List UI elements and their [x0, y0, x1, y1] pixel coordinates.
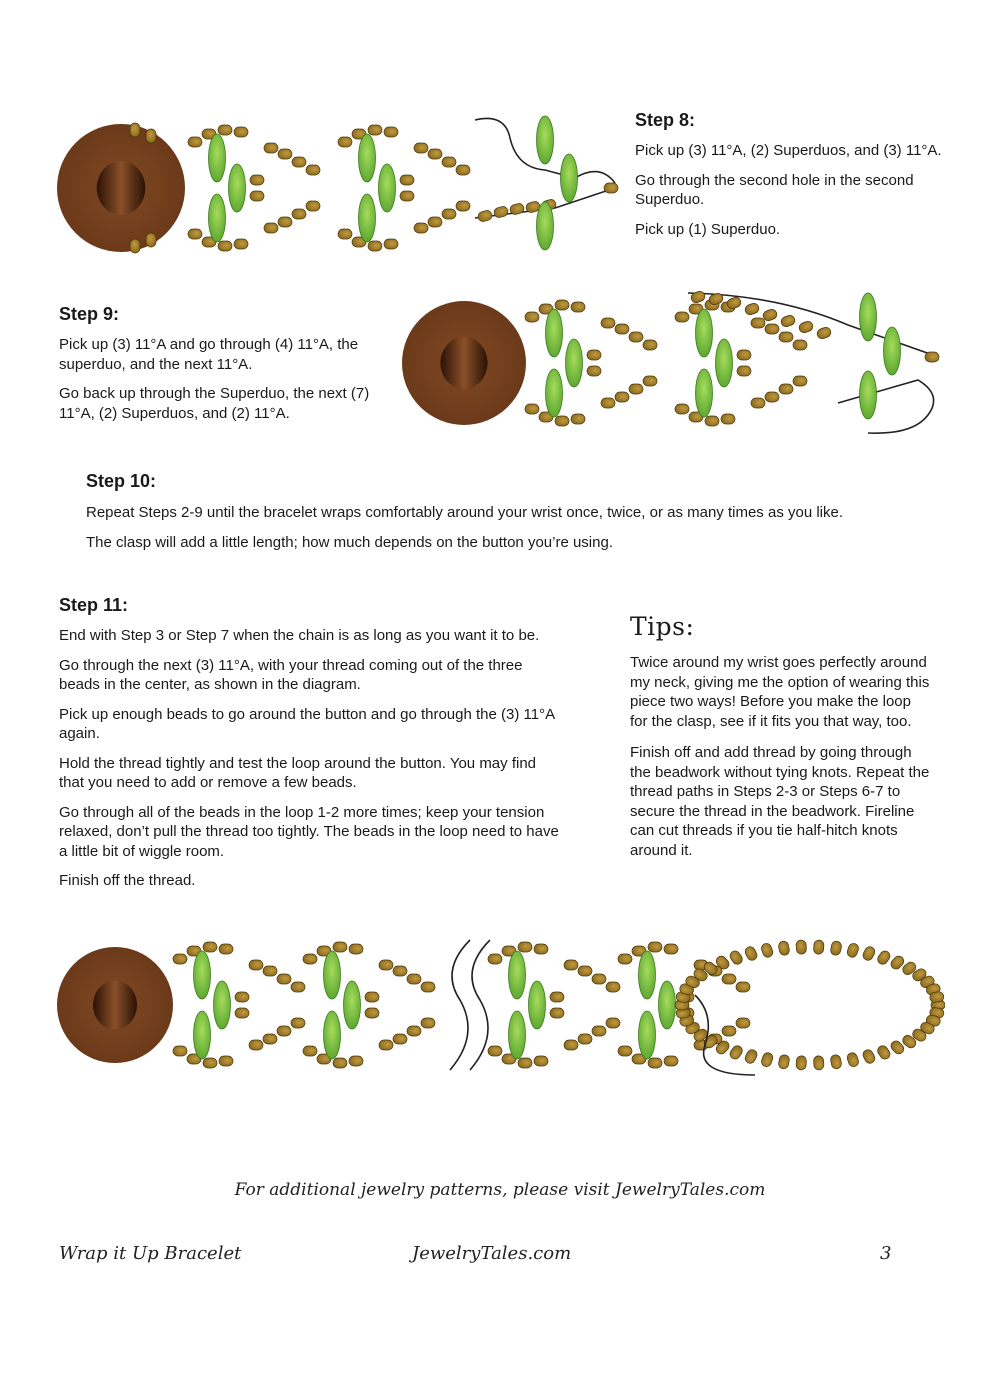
- seed-bead: [525, 404, 539, 414]
- seed-bead: [615, 324, 629, 334]
- seed-bead: [550, 992, 564, 1002]
- seed-bead: [816, 326, 833, 340]
- seed-bead: [414, 143, 428, 153]
- seed-bead: [751, 318, 765, 328]
- seed-bead: [555, 300, 569, 310]
- seed-bead: [846, 942, 860, 959]
- seed-bead: [876, 949, 892, 966]
- seed-bead: [393, 966, 407, 976]
- seed-bead: [277, 1026, 291, 1036]
- seed-bead: [743, 945, 758, 962]
- step8-para-3: Pick up (1) Superduo.: [635, 220, 781, 238]
- step9-diagram: [398, 285, 948, 440]
- thread-line: [838, 380, 934, 433]
- seed-bead: [203, 1058, 217, 1068]
- superduo-bead: [529, 981, 546, 1029]
- seed-bead: [384, 127, 398, 137]
- step9-para-2: Go back up through the Superduo, the next (7) 11°A, (2) Superduos, and (2) 11°A.: [59, 385, 370, 422]
- seed-bead: [578, 1034, 592, 1044]
- step11-title: Step 11:: [59, 595, 129, 615]
- step11-diagram: [55, 935, 945, 1085]
- thread-line: [450, 940, 470, 1070]
- superduo-bead: [537, 202, 554, 250]
- seed-bead: [130, 239, 140, 253]
- seed-bead: [534, 944, 548, 954]
- seed-bead: [798, 320, 815, 334]
- seed-bead: [379, 1040, 393, 1050]
- seed-bead: [400, 175, 414, 185]
- superduo-bead: [194, 951, 211, 999]
- seed-bead: [400, 191, 414, 201]
- superduo-bead: [639, 1011, 656, 1059]
- seed-bead: [421, 982, 435, 992]
- seed-bead: [456, 165, 470, 175]
- seed-bead: [664, 944, 678, 954]
- seed-bead: [146, 129, 156, 143]
- seed-bead: [368, 125, 382, 135]
- thread-line: [470, 940, 490, 1070]
- superduo-bead: [696, 309, 713, 357]
- seed-bead: [488, 1046, 502, 1056]
- seed-bead: [218, 125, 232, 135]
- seed-bead: [249, 1040, 263, 1050]
- seed-bead: [303, 1046, 317, 1056]
- seed-bead: [722, 974, 736, 984]
- seed-bead: [751, 398, 765, 408]
- seed-bead: [578, 966, 592, 976]
- seed-bead: [263, 966, 277, 976]
- seed-bead: [235, 992, 249, 1002]
- superduo-bead: [546, 369, 563, 417]
- seed-bead: [648, 942, 662, 952]
- seed-bead: [235, 1008, 249, 1018]
- step8-para-1: Pick up (3) 11°A, (2) Superduos, and (3) 11°A.: [635, 142, 942, 159]
- seed-bead: [278, 217, 292, 227]
- tips-para-1: Twice around my wrist goes perfectly around my neck, giving me the option of wearing this piece two ways! Before you make the loop for the clasp, see if it fits you that way, too.: [630, 654, 930, 730]
- seed-bead: [760, 1051, 774, 1068]
- step10-title: Step 10:: [86, 471, 157, 491]
- step11-para-1: End with Step 3 or Step 7 when the chain is as long as you want it to be.: [59, 627, 540, 644]
- superduo-bead: [537, 116, 554, 164]
- seed-bead: [796, 940, 807, 955]
- seed-bead: [592, 974, 606, 984]
- superduo-bead: [884, 327, 901, 375]
- seed-bead: [263, 1034, 277, 1044]
- seed-bead: [291, 982, 305, 992]
- superduo-bead: [639, 951, 656, 999]
- seed-bead: [736, 982, 750, 992]
- seed-bead: [571, 414, 585, 424]
- seed-bead: [780, 314, 797, 328]
- seed-bead: [629, 384, 643, 394]
- seed-bead: [743, 1048, 758, 1065]
- seed-bead: [368, 241, 382, 251]
- seed-bead: [690, 290, 707, 304]
- seed-bead: [407, 1026, 421, 1036]
- seed-bead: [292, 157, 306, 167]
- seed-bead: [488, 954, 502, 964]
- seed-bead: [778, 940, 791, 956]
- seed-bead: [779, 332, 793, 342]
- seed-bead: [525, 312, 539, 322]
- seed-bead: [306, 201, 320, 211]
- step11-para-2: Go through the next (3) 11°A, with your thread coming out of the three beads in the center, as shown in the diagram.: [59, 656, 523, 693]
- seed-bead: [333, 1058, 347, 1068]
- seed-bead: [861, 1048, 876, 1065]
- superduo-bead: [561, 154, 578, 202]
- seed-bead: [601, 318, 615, 328]
- tips-para-2: Finish off and add thread by going through the beadwork without tying knots. Repeat the thread paths in Steps 2-3 or Steps 6-7 to secure the thread in the beadwork. Fireline can cut threads if you tie half-hitch knots around it.: [630, 744, 930, 859]
- step9-title: Step 9:: [59, 304, 120, 324]
- seed-bead: [173, 1046, 187, 1056]
- seed-bead: [219, 1056, 233, 1066]
- additional-patterns-link[interactable]: For additional jewelry patterns, please visit JewelryTales.com: [234, 1180, 766, 1200]
- step9-section: [59, 304, 394, 423]
- seed-bead: [338, 137, 352, 147]
- seed-bead: [407, 974, 421, 984]
- seed-bead: [550, 1008, 564, 1018]
- seed-bead: [188, 229, 202, 239]
- superduo-bead: [860, 293, 877, 341]
- superduo-bead: [696, 369, 713, 417]
- seed-bead: [643, 376, 657, 386]
- seed-bead: [765, 392, 779, 402]
- step10-para-1: Repeat Steps 2-9 until the bracelet wraps comfortably around your wrist once, twice, or as many times as you like.: [86, 504, 844, 521]
- superduo-bead: [359, 194, 376, 242]
- step10-para-2: The clasp will add a little length; how much depends on the button you’re using.: [86, 533, 613, 551]
- seed-bead: [737, 350, 751, 360]
- superduo-bead: [659, 981, 676, 1029]
- seed-bead: [925, 352, 939, 362]
- superduo-bead: [229, 164, 246, 212]
- seed-bead: [219, 944, 233, 954]
- step11-para-4: Hold the thread tightly and test the loop around the button. You may find that you need to add or remove a few beads.: [59, 754, 537, 791]
- superduo-bead: [214, 981, 231, 1029]
- superduo-bead: [546, 309, 563, 357]
- seed-bead: [250, 191, 264, 201]
- seed-bead: [414, 223, 428, 233]
- seed-bead: [146, 233, 156, 247]
- seed-bead: [218, 241, 232, 251]
- seed-bead: [587, 350, 601, 360]
- seed-bead: [606, 1018, 620, 1028]
- seed-bead: [830, 1054, 843, 1070]
- seed-bead: [365, 1008, 379, 1018]
- seed-bead: [728, 949, 744, 966]
- seed-bead: [188, 137, 202, 147]
- seed-bead: [173, 954, 187, 964]
- seed-bead: [571, 302, 585, 312]
- tips-section: [630, 612, 930, 860]
- seed-bead: [555, 416, 569, 426]
- seed-bead: [736, 1018, 750, 1028]
- seed-bead: [861, 945, 876, 962]
- seed-bead: [606, 982, 620, 992]
- seed-bead: [349, 944, 363, 954]
- seed-bead: [442, 157, 456, 167]
- seed-bead: [601, 398, 615, 408]
- seed-bead: [618, 1046, 632, 1056]
- seed-bead: [493, 205, 509, 218]
- seed-bead: [587, 366, 601, 376]
- page-number: 3: [880, 1243, 892, 1264]
- seed-bead: [675, 312, 689, 322]
- seed-bead: [534, 1056, 548, 1066]
- superduo-bead: [509, 1011, 526, 1059]
- seed-bead: [643, 340, 657, 350]
- seed-bead: [250, 175, 264, 185]
- superduo-bead: [359, 134, 376, 182]
- seed-bead: [721, 414, 735, 424]
- seed-bead: [428, 217, 442, 227]
- seed-bead: [760, 942, 774, 959]
- superduo-bead: [209, 134, 226, 182]
- seed-bead: [338, 229, 352, 239]
- superduo-bead: [716, 339, 733, 387]
- seed-bead: [234, 239, 248, 249]
- seed-bead: [765, 324, 779, 334]
- superduo-bead: [860, 371, 877, 419]
- seed-bead: [813, 940, 824, 955]
- seed-bead: [249, 960, 263, 970]
- seed-bead: [333, 942, 347, 952]
- footer-site[interactable]: JewelryTales.com: [412, 1243, 572, 1264]
- seed-bead: [456, 201, 470, 211]
- seed-bead: [796, 1056, 807, 1071]
- seed-bead: [846, 1051, 860, 1068]
- seed-bead: [518, 1058, 532, 1068]
- seed-bead: [778, 1054, 791, 1070]
- seed-bead: [779, 384, 793, 394]
- step8-title: Step 8:: [635, 110, 696, 130]
- seed-bead: [477, 209, 493, 222]
- seed-bead: [203, 942, 217, 952]
- seed-bead: [793, 376, 807, 386]
- seed-bead: [292, 209, 306, 219]
- seed-bead: [737, 366, 751, 376]
- superduo-bead: [194, 1011, 211, 1059]
- superduo-bead: [509, 951, 526, 999]
- superduo-bead: [379, 164, 396, 212]
- seed-bead: [604, 183, 618, 193]
- superduo-bead: [344, 981, 361, 1029]
- seed-bead: [442, 209, 456, 219]
- seed-bead: [278, 149, 292, 159]
- seed-bead: [264, 143, 278, 153]
- superduo-bead: [324, 951, 341, 999]
- step8-section: [635, 110, 955, 239]
- superduo-bead: [209, 194, 226, 242]
- button-hole: [97, 161, 146, 215]
- seed-bead: [615, 392, 629, 402]
- seed-bead: [705, 416, 719, 426]
- tips-title: Tips:: [630, 612, 695, 641]
- seed-bead: [564, 960, 578, 970]
- superduo-bead: [566, 339, 583, 387]
- seed-bead: [830, 940, 843, 956]
- seed-bead: [744, 302, 761, 316]
- seed-bead: [291, 1018, 305, 1028]
- seed-bead: [728, 1044, 744, 1061]
- step9-para-1: Pick up (3) 11°A and go through (4) 11°A, the superduo, and the next 11°A.: [59, 336, 359, 373]
- button-hole: [93, 981, 137, 1030]
- seed-bead: [648, 1058, 662, 1068]
- seed-bead: [130, 123, 140, 137]
- seed-bead: [664, 1056, 678, 1066]
- seed-bead: [365, 992, 379, 1002]
- seed-bead: [813, 1056, 824, 1071]
- seed-bead: [428, 149, 442, 159]
- seed-bead: [306, 165, 320, 175]
- seed-bead: [518, 942, 532, 952]
- step11-para-5: Go through all of the beads in the loop 1-2 more times; keep your tension relaxed, don’t pull the thread too tightly. The beads in the loop need to have a little bit of wiggle room.: [59, 803, 559, 860]
- seed-bead: [264, 223, 278, 233]
- step10-section: [86, 471, 966, 552]
- seed-bead: [876, 1044, 892, 1061]
- seed-bead: [793, 340, 807, 350]
- seed-bead: [618, 954, 632, 964]
- button-hole: [440, 337, 487, 389]
- step11-para-3: Pick up enough beads to go around the button and go through the (3) 11°A again.: [59, 705, 555, 742]
- footer-title: Wrap it Up Bracelet: [59, 1243, 242, 1264]
- seed-bead: [277, 974, 291, 984]
- seed-bead: [234, 127, 248, 137]
- seed-bead: [393, 1034, 407, 1044]
- seed-bead: [675, 404, 689, 414]
- step11-para-6: Finish off the thread.: [59, 872, 196, 889]
- step8-diagram: [55, 108, 625, 268]
- seed-bead: [629, 332, 643, 342]
- seed-bead: [421, 1018, 435, 1028]
- seed-bead: [379, 960, 393, 970]
- seed-bead: [722, 1026, 736, 1036]
- seed-bead: [303, 954, 317, 964]
- superduo-bead: [324, 1011, 341, 1059]
- seed-bead: [384, 239, 398, 249]
- step11-section: [59, 595, 559, 891]
- seed-bead: [564, 1040, 578, 1050]
- seed-bead: [592, 1026, 606, 1036]
- seed-bead: [349, 1056, 363, 1066]
- step8-para-2: Go through the second hole in the second Superduo.: [635, 171, 914, 208]
